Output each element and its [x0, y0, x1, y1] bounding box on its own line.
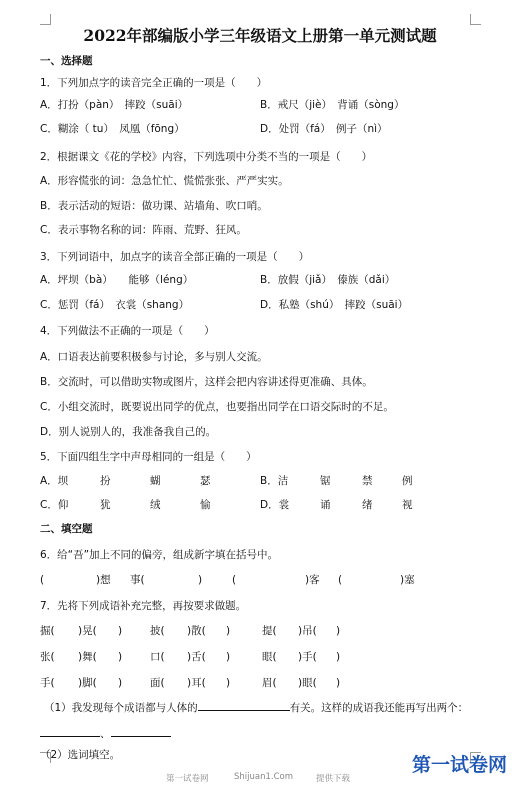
sub-1-text-a: （1）我发现每个成语都与人体的	[44, 702, 198, 714]
question-1-option-c: C．糊涂（ tu） 凤凰（fōng）	[40, 123, 185, 135]
question-2-option-a: A．形容慌张的词：急急忙忙、慌慌张张、严严实实。	[40, 175, 289, 187]
idiom-blank: 面(	[150, 677, 165, 689]
question-6-bracket: (	[338, 574, 343, 586]
question-6-stem: 6．给“吾”加上不同的偏旁，组成新字填在括号中。	[40, 549, 279, 561]
watermark-logo: 第一试卷网	[412, 754, 508, 776]
answer-blank[interactable]	[111, 726, 171, 737]
question-5-option-d-char: 诵	[320, 499, 331, 511]
question-2-option-c: C．表示事物名称的词：阵雨、荒野、狂风。	[40, 224, 247, 236]
question-3-option-a: A．坪坝（bà） 能够（léng）	[40, 274, 194, 286]
question-7-sub-2: （2）选词填空。	[40, 749, 121, 761]
sub-1-text-b: 有关。这样的成语我还能再写出两个：	[289, 702, 469, 714]
question-5-option-a-char: 扮	[100, 475, 111, 487]
question-5-option-c-char: C．仰	[40, 499, 69, 511]
question-6-bracket: (	[232, 574, 237, 586]
question-6-bracket: )客	[305, 574, 320, 586]
idiom-blank: )	[226, 625, 231, 637]
question-4-option-a: A．口语表达前要积极参与讨论，多与别人交流。	[40, 351, 268, 363]
question-5-option-a-char: 瑟	[200, 475, 211, 487]
question-5-option-a-char: A．坝	[40, 475, 69, 487]
answer-blank[interactable]	[198, 700, 290, 711]
section-heading: 一、选择题	[40, 55, 93, 67]
question-3-stem: 3．下列词语中，加点字的读音全部正确的一项是（ ）	[40, 251, 310, 263]
question-5-option-b-char: 禁	[362, 475, 373, 487]
idiom-blank: 眉(	[262, 677, 277, 689]
question-5-option-c-char: 愉	[200, 499, 211, 511]
question-4-stem: 4．下列做法不正确的一项是（ ）	[40, 325, 215, 337]
idiom-blank: )	[336, 625, 341, 637]
section-heading: 二、填空题	[40, 523, 93, 535]
idiom-blank: )眼(	[298, 677, 317, 689]
page-title: 2022年部编版小学三年级语文上册第一单元测试题	[83, 26, 437, 45]
question-5-option-c-char: 犹	[100, 499, 111, 511]
question-4-option-d: D．别人说别人的，我准备我自己的。	[40, 426, 217, 438]
question-4-option-c: C．小组交流时，既要说出同学的优点，也要指出同学在口语交际时的不足。	[40, 401, 394, 413]
idiom-blank: 手(	[40, 677, 55, 689]
footer-site-name: 第一试卷网	[166, 774, 209, 784]
question-2-option-b: B．表示活动的短语：做功课、站墙角、吹口哨。	[40, 200, 268, 212]
question-5-option-b-char: 例	[402, 475, 413, 487]
footer-provide-download: 提供下载	[316, 774, 351, 784]
question-5-option-c-char: 绒	[150, 499, 161, 511]
answer-blank[interactable]	[40, 726, 100, 737]
question-4-option-b: B．交流时，可以借助实物或图片，这样会把内容讲述得更准确、具体。	[40, 376, 373, 388]
question-3-option-b: B．放假（jiǎ） 傣族（dǎi）	[260, 274, 396, 286]
question-5-option-b-char: 锯	[320, 475, 331, 487]
question-6-bracket: )	[198, 574, 203, 586]
question-5-option-b-char: B．洁	[260, 475, 289, 487]
idiom-blank: )舞(	[78, 651, 97, 663]
idiom-blank: )吊(	[298, 625, 317, 637]
idiom-blank: )	[118, 625, 123, 637]
footer-site-url: Shijuan1.Com	[234, 772, 294, 782]
answer-separator: 、	[100, 728, 111, 740]
question-6-bracket: )塞	[400, 574, 415, 586]
idiom-blank: )舌(	[187, 651, 206, 663]
question-1-option-b: B．戒尺（jiè） 背诵（sòng）	[260, 99, 405, 111]
idiom-blank: )晃(	[78, 625, 97, 637]
question-6-bracket: )想	[96, 574, 111, 586]
question-5-option-d-char: D．裳	[260, 499, 290, 511]
question-1-option-a: A．打扮（pàn） 摔跤（suāi）	[40, 99, 189, 111]
idiom-blank: )	[226, 677, 231, 689]
question-5-option-d-char: 绪	[362, 499, 373, 511]
question-7-sub-1	[44, 700, 468, 715]
question-1-option-d: D．处罚（fá） 例子（nì）	[260, 123, 388, 135]
question-5-option-d-char: 视	[402, 499, 413, 511]
idiom-blank: )散(	[187, 625, 206, 637]
idiom-blank: )	[118, 677, 123, 689]
idiom-blank: )手(	[298, 651, 317, 663]
idiom-blank: )耳(	[187, 677, 206, 689]
idiom-blank: )	[118, 651, 123, 663]
idiom-blank: 张(	[40, 651, 55, 663]
idiom-blank: )	[336, 677, 341, 689]
question-2-stem: 2．根据课文《花的学校》内容，下列选项中分类不当的一项是（ ）	[40, 151, 373, 163]
question-5-stem: 5．下面四组生字中声母相同的一组是（ ）	[40, 451, 257, 463]
question-3-option-c: C．惩罚（fá） 衣裳（shang）	[40, 299, 190, 311]
question-7-sub-1-answers	[40, 726, 171, 741]
question-6-bracket: (	[40, 574, 45, 586]
idiom-blank: 口(	[150, 651, 165, 663]
idiom-blank: )	[336, 651, 341, 663]
question-5-option-a-char: 蝴	[150, 475, 161, 487]
question-1-stem: 1．下列加点字的读音完全正确的一项是（ ）	[40, 77, 268, 89]
idiom-blank: 提(	[262, 625, 277, 637]
idiom-blank: )	[226, 651, 231, 663]
idiom-blank: 掘(	[40, 625, 55, 637]
idiom-blank: )脚(	[78, 677, 97, 689]
idiom-blank: 披(	[150, 625, 165, 637]
question-7-stem: 7．先将下列成语补充完整，再按要求做题。	[40, 600, 247, 612]
question-3-option-d: D．私塾（shú） 摔跤（suāi）	[260, 299, 409, 311]
idiom-blank: 眼(	[262, 651, 277, 663]
question-6-bracket: 事(	[130, 574, 145, 586]
